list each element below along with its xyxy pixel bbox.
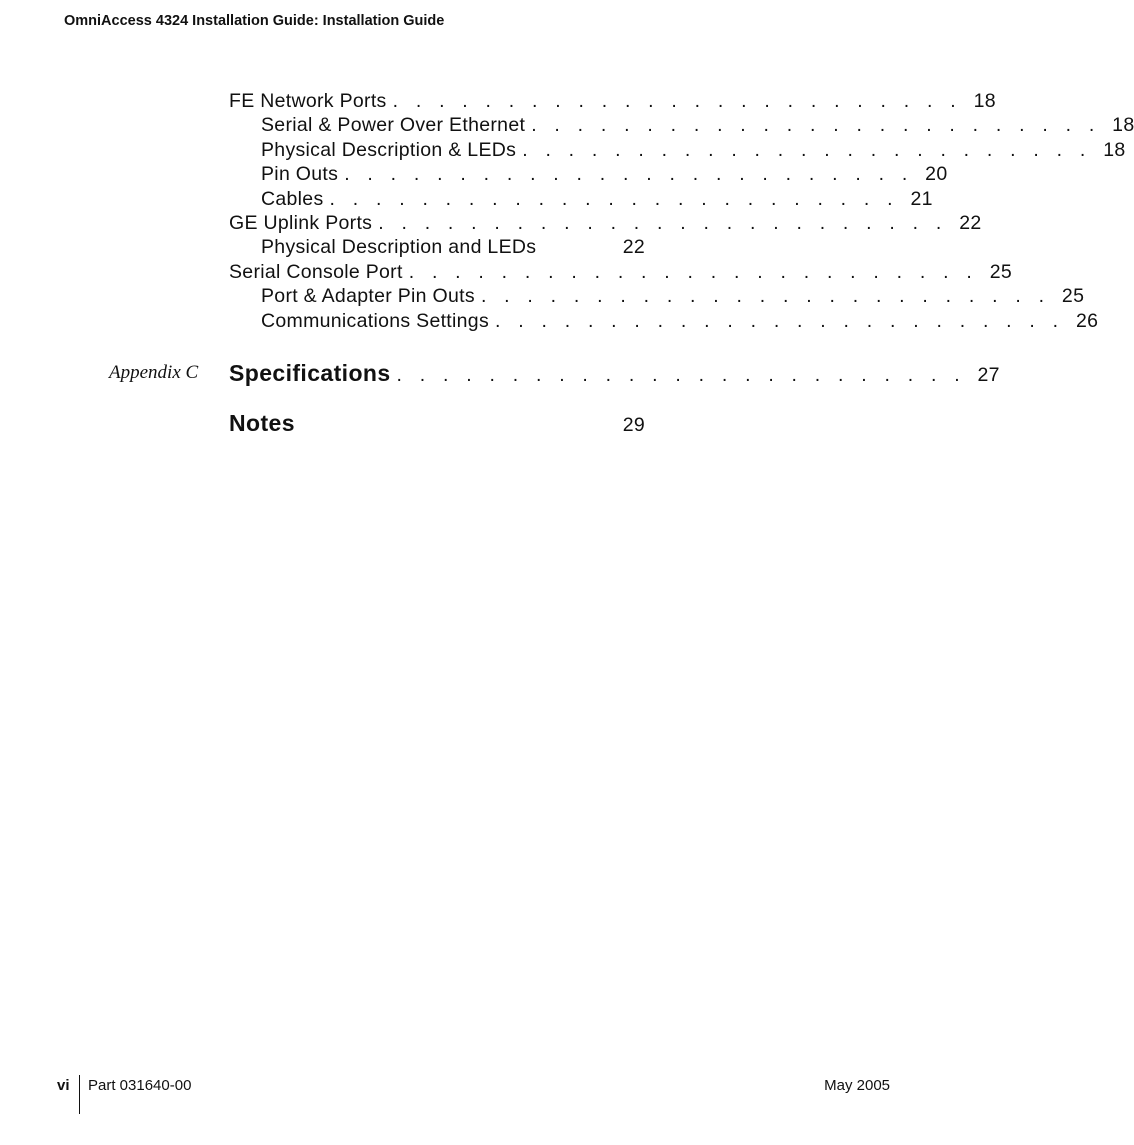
toc-entry-title: Physical Description & LEDs: [261, 138, 517, 161]
dot-leader: . . . . . . . . . . . . . . . . . . . . . . . . .: [522, 138, 1092, 161]
table-of-contents: [109, 89, 1134, 445]
toc-entry-page: 22: [959, 211, 982, 234]
publication-date: May 2005: [824, 1077, 890, 1094]
toc-entry-page: 25: [1061, 285, 1085, 308]
notes-title: Notes: [229, 409, 295, 436]
toc-entry[interactable]: [229, 284, 1085, 308]
toc-entry[interactable]: [229, 138, 1126, 162]
toc-entry[interactable]: [229, 187, 933, 211]
toc-entry-page: 26: [1075, 309, 1099, 332]
toc-entry[interactable]: [229, 162, 948, 186]
footer-divider: [79, 1075, 80, 1114]
toc-entry[interactable]: [229, 260, 1012, 284]
appendix-page: 27: [977, 363, 1000, 386]
toc-entry-title: Port & Adapter Pin Outs: [261, 285, 475, 308]
toc-entry-title: GE Uplink Ports: [229, 211, 373, 234]
dot-leader: . . . . . . . . . . . . . . . . . . . . . . . . .: [531, 114, 1101, 137]
toc-entry-page: 21: [910, 187, 933, 210]
appendix-label: Appendix C: [109, 361, 199, 383]
toc-entry-title: Communications Settings: [261, 309, 489, 332]
toc-appendix-entry[interactable]: [109, 351, 1000, 395]
dot-leader: . . . . . . . . . . . . . . . . . . . . . . . . .: [408, 260, 978, 283]
appendix-title: Specifications: [229, 359, 391, 386]
toc-entry-title: FE Network Ports: [229, 90, 387, 112]
toc-entry-page: 25: [989, 260, 1012, 283]
notes-page: 29: [622, 413, 645, 436]
toc-entry-title: Pin Outs: [261, 163, 339, 186]
page-folio: vi: [57, 1077, 70, 1094]
toc-entry-page: 22: [622, 236, 645, 259]
dot-leader: . . . . . . . . . . . . . . . . . . . . . . . . .: [392, 90, 962, 112]
part-number: Part 031640-00: [88, 1077, 192, 1094]
toc-entry[interactable]: [229, 211, 982, 235]
toc-entry-title: Cables: [261, 187, 324, 210]
toc-entry-page: 20: [925, 163, 948, 186]
dot-leader: . . . . . . . . . . . . . . . . . . . . . . . . .: [344, 163, 914, 186]
toc-entry[interactable]: [229, 309, 1099, 333]
toc-entry-title: Physical Description and LEDs: [261, 236, 537, 259]
dot-leader: . . . . . . . . . . . . . . . . . . . . . . . . .: [329, 187, 899, 210]
toc-notes-entry[interactable]: [229, 401, 645, 445]
dot-leader: . . . . . . . . . . . . . . . . . . . . . . . . .: [378, 211, 948, 234]
toc-entry-page: 18: [1112, 114, 1134, 137]
toc-entry[interactable]: [229, 235, 645, 259]
toc-entry-page: 18: [973, 90, 996, 112]
running-header: OmniAccess 4324 Installation Guide: Installation Guide: [64, 13, 445, 29]
toc-entry[interactable]: [229, 89, 996, 113]
dot-leader: . . . . . . . . . . . . . . . . . . . . . . . . .: [495, 309, 1065, 332]
dot-leader: . . . . . . . . . . . . . . . . . . . . . . . . .: [396, 363, 966, 386]
dot-leader: . . . . . . . . . . . . . . . . . . . . . . . . .: [480, 285, 1051, 308]
toc-entry-title: Serial Console Port: [229, 260, 403, 283]
toc-entry-page: 18: [1103, 138, 1126, 161]
toc-entry-title: Serial & Power Over Ethernet: [261, 114, 526, 137]
toc-entry[interactable]: [229, 113, 1134, 137]
